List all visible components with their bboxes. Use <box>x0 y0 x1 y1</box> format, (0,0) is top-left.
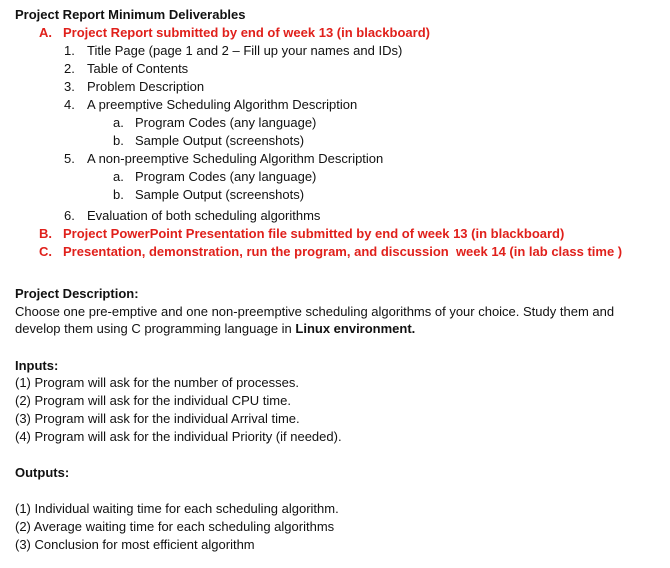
description-line-1: Choose one pre-emptive and one non-preemptive scheduling algorithms of your choice. Study them and <box>15 304 615 319</box>
output-item: (3) Conclusion for most efficient algorithm <box>15 537 255 552</box>
deliverable-c-text: Presentation, demonstration, run the program, and discussion week 14 (in lab class time ) <box>63 244 623 259</box>
sub-list-item-marker: a. <box>113 115 124 130</box>
list-item-marker: 3. <box>64 79 75 94</box>
list-item-marker: 2. <box>64 61 75 76</box>
sub-list-item-marker: a. <box>113 169 124 184</box>
sub-list-item-text: Program Codes (any language) <box>135 115 317 130</box>
description-line-2 <box>15 320 415 338</box>
deliverable-b-marker: B. <box>39 226 52 241</box>
input-item: (4) Program will ask for the individual Priority (if needed). <box>15 429 342 444</box>
description-line-2-bold: Linux environment. <box>295 321 416 336</box>
list-item-text: A preemptive Scheduling Algorithm Description <box>87 97 358 112</box>
inputs-heading: Inputs: <box>15 358 59 373</box>
sub-list-item-text: Sample Output (screenshots) <box>135 187 305 202</box>
output-item: (2) Average waiting time for each scheduling algorithms <box>15 519 335 534</box>
description-heading: Project Description: <box>15 286 139 301</box>
list-item-text: Problem Description <box>87 79 205 94</box>
deliverable-a-text: Project Report submitted by end of week 13 (in blackboard) <box>63 25 430 40</box>
output-item: (1) Individual waiting time for each scheduling algorithm. <box>15 501 339 516</box>
input-item: (1) Program will ask for the number of processes. <box>15 375 299 390</box>
deliverables-heading: Project Report Minimum Deliverables <box>15 7 246 22</box>
deliverable-a-marker: A. <box>39 25 52 40</box>
sub-list-item-marker: b. <box>113 133 124 148</box>
list-item-text: Title Page (page 1 and 2 – Fill up your names and IDs) <box>87 43 403 58</box>
sub-list-item-text: Sample Output (screenshots) <box>135 133 305 148</box>
list-item-text: A non-preemptive Scheduling Algorithm Description <box>87 151 384 166</box>
list-item-marker: 5. <box>64 151 75 166</box>
sub-list-item-text: Program Codes (any language) <box>135 169 317 184</box>
list-item-text: Table of Contents <box>87 61 189 76</box>
outputs-heading: Outputs: <box>15 465 70 480</box>
list-item-text: Evaluation of both scheduling algorithms <box>87 208 321 223</box>
list-item-marker: 6. <box>64 208 75 223</box>
input-item: (3) Program will ask for the individual Arrival time. <box>15 411 300 426</box>
list-item-marker: 1. <box>64 43 75 58</box>
description-line-2-text: develop them using C programming language in <box>15 321 296 336</box>
input-item: (2) Program will ask for the individual CPU time. <box>15 393 291 408</box>
deliverable-b-text: Project PowerPoint Presentation file submitted by end of week 13 (in blackboard) <box>63 226 565 241</box>
list-item-marker: 4. <box>64 97 75 112</box>
sub-list-item-marker: b. <box>113 187 124 202</box>
deliverable-c-marker: C. <box>39 244 52 259</box>
